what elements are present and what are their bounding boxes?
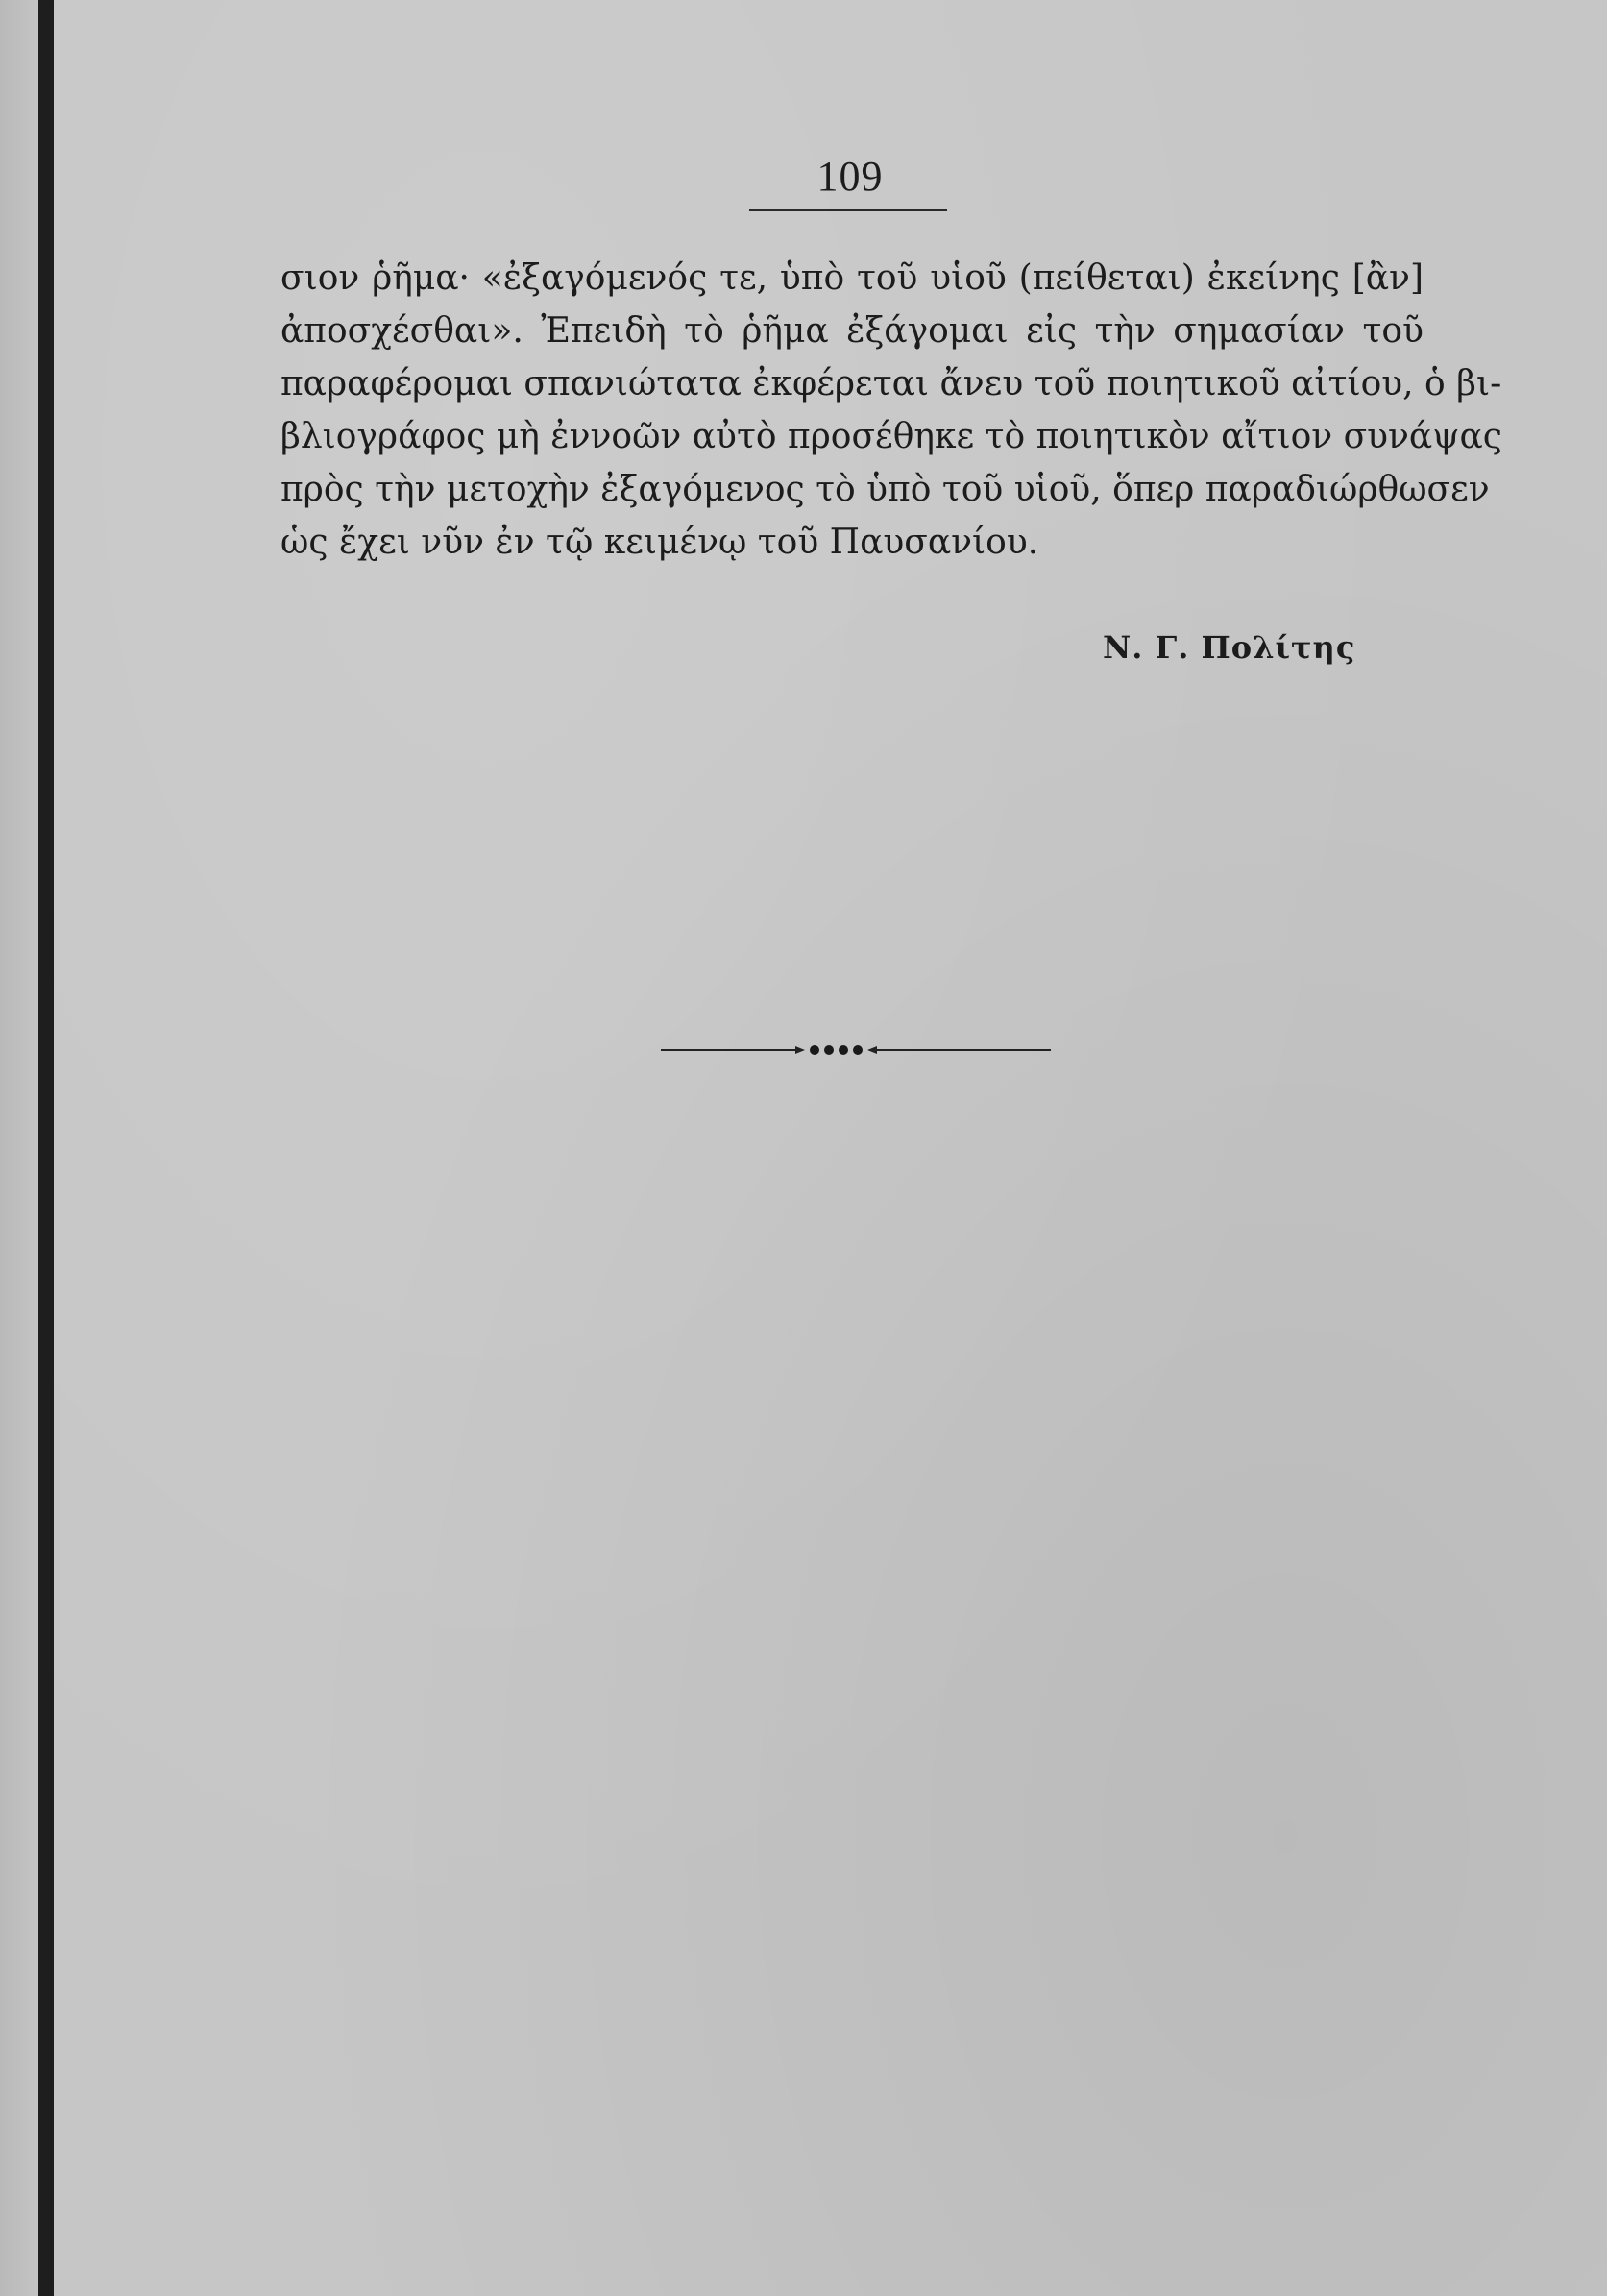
ornamental-divider	[661, 1036, 1051, 1064]
page-number-rule	[749, 209, 947, 211]
text-line: παραφέρομαι σπανιώτατα ἐκφέρεται ἄνευ τοῦ ποιητικοῦ αἰτίου, ὁ βι-	[280, 364, 1502, 403]
page-number: 109	[816, 153, 884, 200]
book-binding-edge	[38, 0, 54, 2296]
text-line: ὡς ἔχει νῦν ἐν τῷ κειμένῳ τοῦ Παυσανίου.	[280, 523, 1039, 562]
body-paragraph	[280, 252, 1502, 569]
text-line: ἀποσχέσθαι». Ἐπειδὴ τὸ ῥῆμα ἐξάγομαι εἰς τὴν σημασίαν τοῦ	[280, 311, 1424, 351]
binding-shadow	[0, 0, 38, 2296]
text-line: βλιογράφος μὴ ἐννοῶν αὐτὸ προσέθηκε τὸ ποιητικὸν αἴτιον συνάψας	[280, 417, 1502, 456]
text-line: σιον ῥῆμα· «ἐξαγόμενός τε, ὑπὸ τοῦ υἱοῦ (πείθεται) ἐκείνης [ἂν]	[280, 258, 1424, 298]
author-signature: Ν. Γ. Πολίτης	[1103, 629, 1356, 666]
text-line: πρὸς τὴν μετοχὴν ἐξαγόμενος τὸ ὑπὸ τοῦ υἱοῦ, ὅπερ παραδιώρθωσεν	[280, 470, 1490, 509]
